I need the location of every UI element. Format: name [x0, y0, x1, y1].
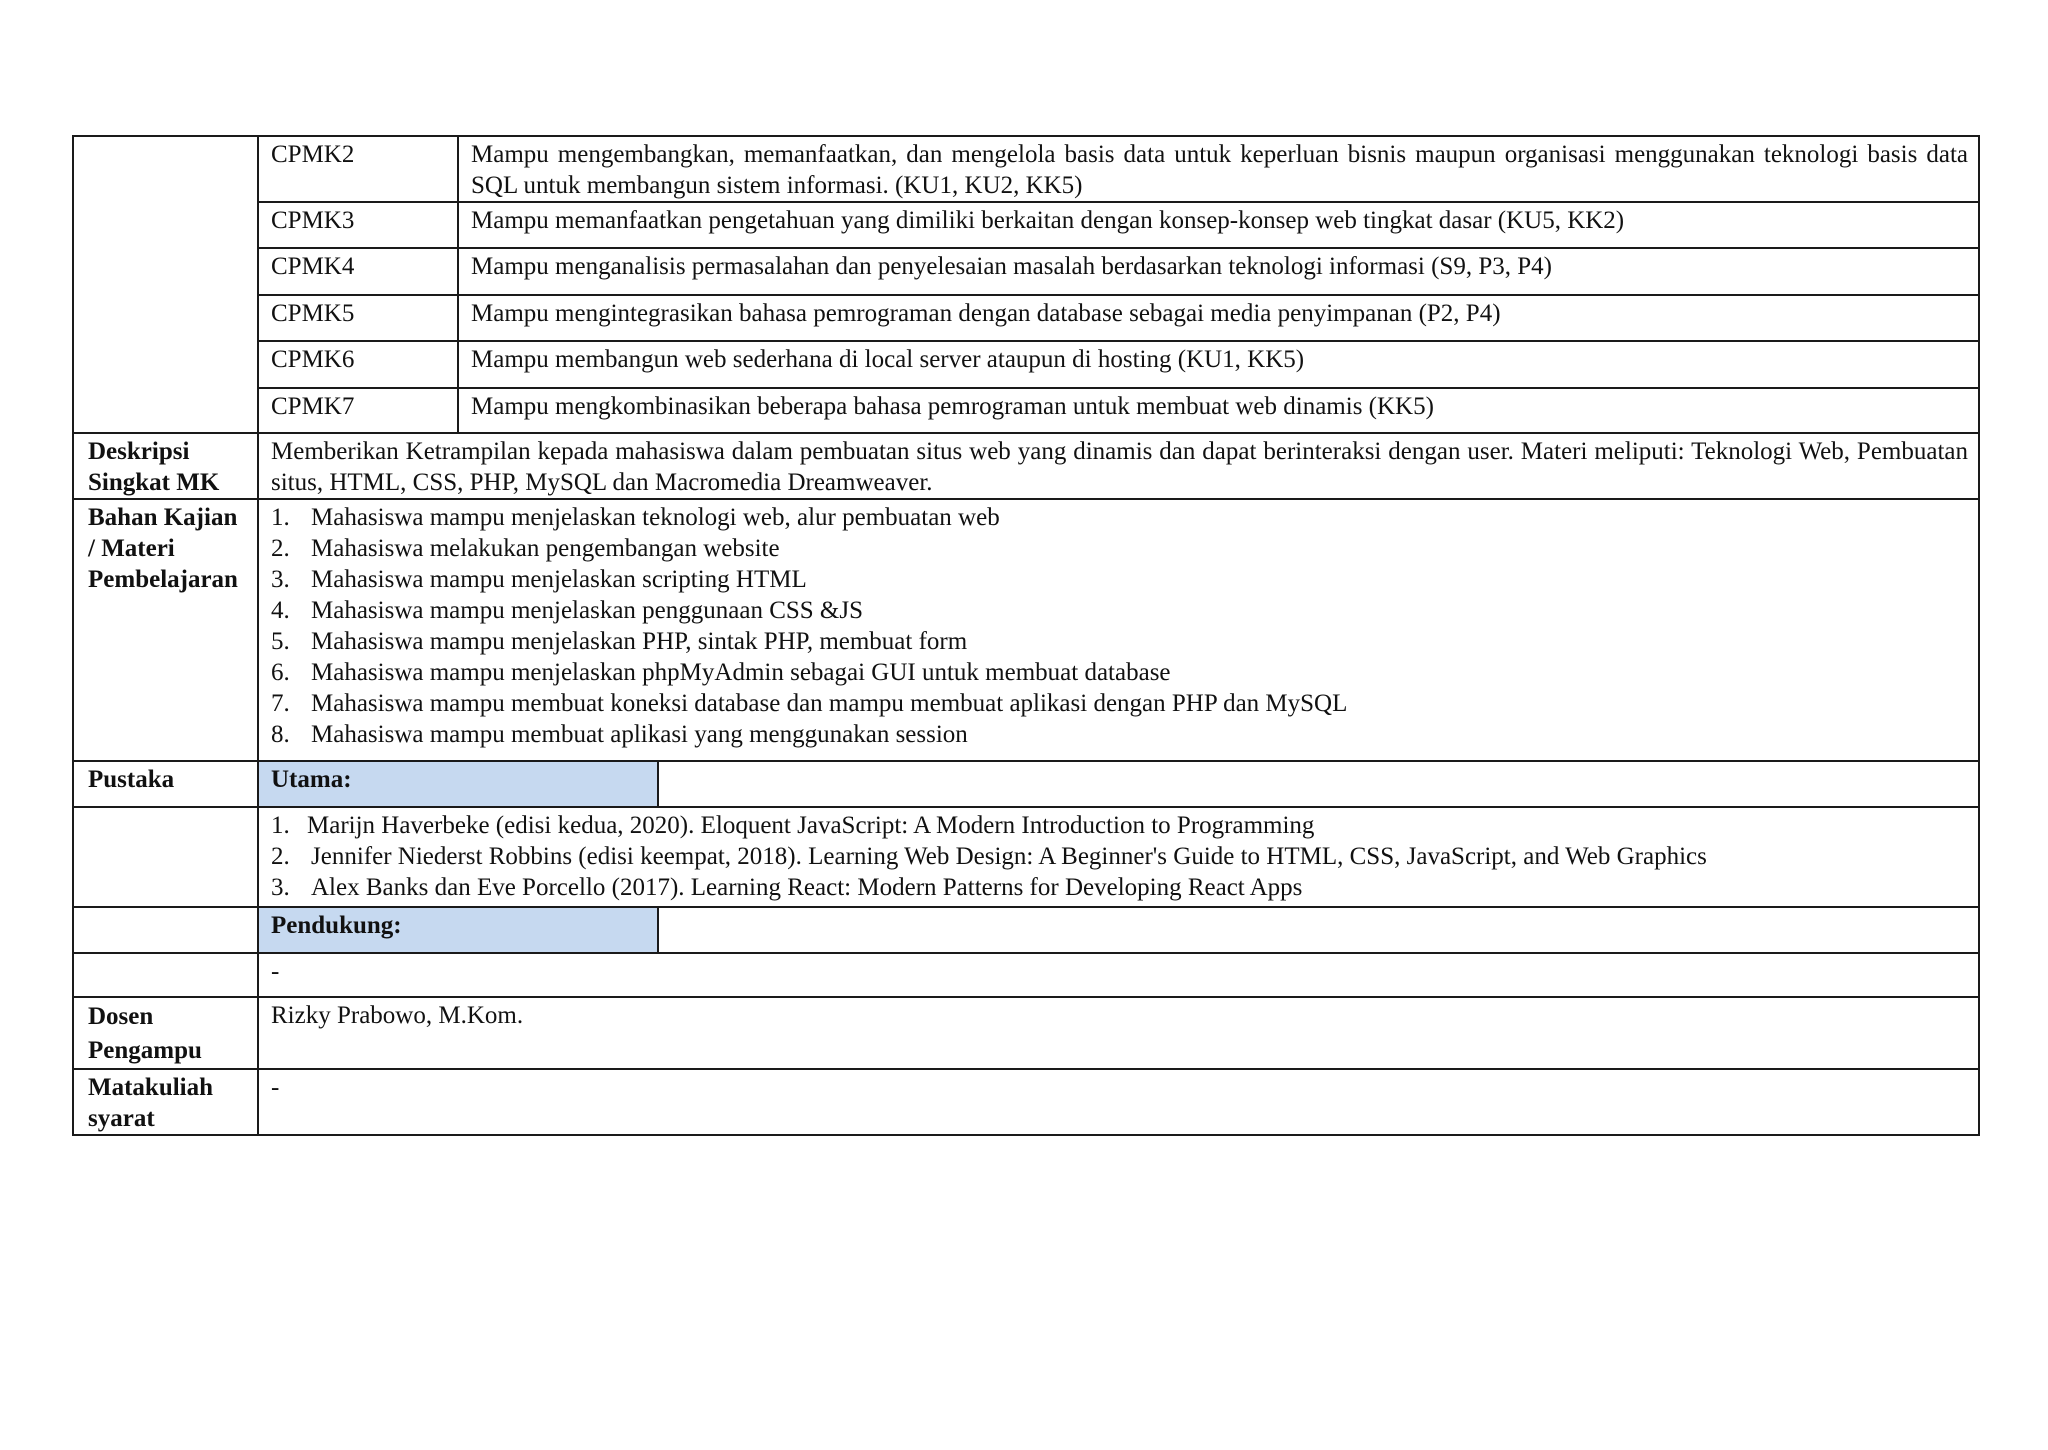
bahan-label-line: Bahan Kajian [88, 504, 238, 531]
dosen-row [73, 997, 1979, 1069]
bahan-row [73, 499, 1979, 761]
list-item [271, 841, 1968, 872]
list-item [271, 626, 1968, 657]
cpmk-description: Mampu mengintegrasikan bahasa pemrograman dengan database sebagai media penyimpanan (P2, P4) [458, 295, 1979, 341]
list-text: Alex Banks dan Eve Porcello (2017). Learning React: Modern Patterns for Developing React Apps [311, 874, 1303, 901]
cpmk-code: CPMK3 [258, 202, 458, 248]
prasyarat-label [73, 1069, 258, 1135]
pustaka-utama-heading: Utama: [258, 761, 658, 807]
dosen-label [73, 997, 258, 1069]
pustaka-utama-list-row [73, 807, 1979, 907]
list-text: Mahasiswa mampu membuat aplikasi yang menggunakan session [311, 721, 968, 748]
list-number: 4. [271, 597, 290, 624]
cpmk-description: Mampu mengembangkan, memanfaatkan, dan mengelola basis data untuk keperluan bisnis maupun organisasi menggunakan teknologi basis data SQL untuk membangun sistem informasi. (KU1, KU2, KK5) [458, 136, 1979, 202]
pustaka-utama-list [271, 810, 1968, 903]
pustaka-pendukung-row [73, 953, 1979, 997]
deskripsi-label-line: Deskripsi [88, 438, 190, 465]
list-text: Mahasiswa mampu menjelaskan teknologi web, alur pembuatan web [311, 504, 1000, 531]
empty-label-cell [73, 953, 258, 997]
list-number: 8. [271, 721, 290, 748]
list-item [271, 533, 1968, 564]
list-number: 1. [271, 812, 290, 839]
deskripsi-text: Memberikan Ketrampilan kepada mahasiswa dalam pembuatan situs web yang dinamis dan dapat berinteraksi dengan user. Materi meliputi: Teknologi Web, Pembuatan situs, HTML, CSS, PHP, MySQL dan Macromedia Dreamweaver. [258, 433, 1979, 499]
list-text: Marijn Haverbeke (edisi kedua, 2020). Eloquent JavaScript: A Modern Introduction to Programming [307, 812, 1315, 839]
pustaka-label: Pustaka [73, 761, 258, 807]
list-number: 7. [271, 690, 290, 717]
bahan-label [73, 499, 258, 761]
list-item [271, 872, 1968, 903]
list-number: 6. [271, 659, 290, 686]
cpmk-description: Mampu menganalisis permasalahan dan penyelesaian masalah berdasarkan teknologi informasi (S9, P3, P4) [458, 248, 1979, 295]
list-number: 1. [271, 504, 290, 531]
dosen-name: Rizky Prabowo, M.Kom. [258, 997, 1979, 1069]
rps-table-container [72, 135, 1978, 1136]
prasyarat-row [73, 1069, 1979, 1135]
pustaka-pendukung-header-row [73, 907, 1979, 953]
cpmk-row [73, 136, 1979, 202]
prasyarat-label-line: syarat [88, 1105, 155, 1132]
cpmk-description: Mampu membangun web sederhana di local server ataupun di hosting (KU1, KK5) [458, 341, 1979, 388]
pustaka-pendukung-spacer [658, 907, 1979, 953]
list-number: 5. [271, 628, 290, 655]
cpmk-row [73, 295, 1979, 341]
cpmk-code: CPMK5 [258, 295, 458, 341]
list-text: Mahasiswa mampu membuat koneksi database dan mampu membuat aplikasi dengan PHP dan MySQL [311, 690, 1348, 717]
cpmk-description: Mampu mengkombinasikan beberapa bahasa pemrograman untuk membuat web dinamis (KK5) [458, 388, 1979, 433]
cpmk-label-cell [73, 136, 258, 433]
cpmk-description: Mampu memanfaatkan pengetahuan yang dimiliki berkaitan dengan konsep-konsep web tingkat dasar (KU5, KK2) [458, 202, 1979, 248]
cpmk-row [73, 388, 1979, 433]
list-text: Mahasiswa mampu menjelaskan phpMyAdmin sebagai GUI untuk membuat database [311, 659, 1171, 686]
cpmk-row [73, 341, 1979, 388]
list-number: 2. [271, 535, 290, 562]
cpmk-code: CPMK4 [258, 248, 458, 295]
list-item [271, 502, 1968, 533]
list-item [271, 657, 1968, 688]
prasyarat-label-line: Matakuliah [88, 1074, 214, 1101]
deskripsi-label [73, 433, 258, 499]
pustaka-pendukung-heading: Pendukung: [258, 907, 658, 953]
list-item [271, 719, 1968, 750]
list-text: Mahasiswa mampu menjelaskan scripting HTML [311, 566, 807, 593]
cpmk-code: CPMK7 [258, 388, 458, 433]
dosen-label-line: Pengampu [88, 1037, 202, 1064]
list-text: Mahasiswa mampu menjelaskan penggunaan CSS &JS [311, 597, 864, 624]
pustaka-pendukung-text: - [258, 953, 1979, 997]
pustaka-utama-header-row [73, 761, 1979, 807]
list-item [271, 688, 1968, 719]
list-item [271, 810, 1968, 841]
bahan-label-line: / Materi [88, 535, 175, 562]
bahan-list-cell [258, 499, 1979, 761]
pustaka-utama-spacer [658, 761, 1979, 807]
bahan-list [271, 502, 1968, 750]
deskripsi-label-line: Singkat MK [88, 469, 220, 496]
deskripsi-row [73, 433, 1979, 499]
list-item [271, 595, 1968, 626]
list-text: Jennifer Niederst Robbins (edisi keempat, 2018). Learning Web Design: A Beginner's Guide to HTML, CSS, JavaScript, and Web Graphics [311, 843, 1707, 870]
list-text: Mahasiswa melakukan pengembangan website [311, 535, 780, 562]
dosen-label-line: Dosen [88, 1003, 154, 1030]
empty-label-cell [73, 807, 258, 907]
cpmk-row [73, 248, 1979, 295]
list-item [271, 564, 1968, 595]
list-text: Mahasiswa mampu menjelaskan PHP, sintak PHP, membuat form [311, 628, 968, 655]
pustaka-utama-list-cell [258, 807, 1979, 907]
rps-table [72, 135, 1980, 1136]
cpmk-row [73, 202, 1979, 248]
bahan-label-line: Pembelajaran [88, 566, 238, 593]
empty-label-cell [73, 907, 258, 953]
list-number: 2. [271, 843, 290, 870]
cpmk-code: CPMK6 [258, 341, 458, 388]
list-number: 3. [271, 566, 290, 593]
list-number: 3. [271, 874, 290, 901]
cpmk-code: CPMK2 [258, 136, 458, 202]
prasyarat-value: - [258, 1069, 1979, 1135]
